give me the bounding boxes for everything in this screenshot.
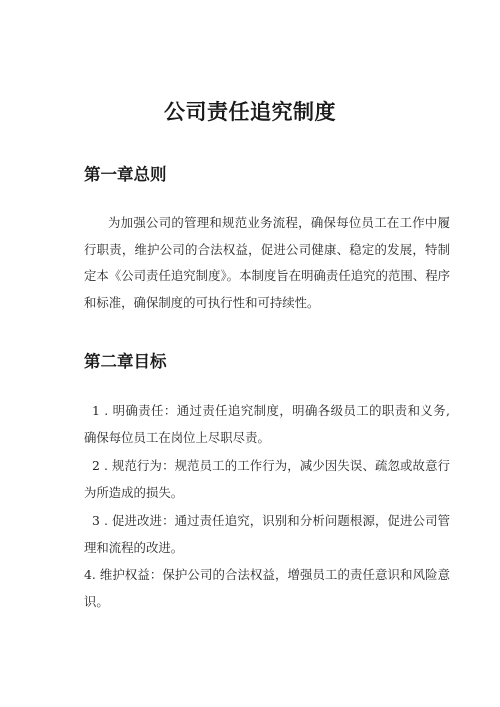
objective-item: 3 . 促进改进：通过责任追究，识别和分析问题根源，促进公司管理和流程的改进。 (84, 513, 450, 555)
objective-item: 2 . 规范行为：规范员工的工作行为，减少因失误、疏忽或故意行为所造成的损失。 (84, 458, 450, 500)
chapter-heading-objectives: 第二章目标 (84, 352, 167, 371)
chapter-heading-general: 第一章总则 (84, 165, 167, 184)
objective-item: 4. 维护权益：保护公司的合法权益，增强员工的责任意识和风险意识。 (84, 567, 450, 609)
document-title: 公司责任追究制度 (164, 100, 336, 124)
objective-item: 1 . 明确责任：通过责任追究制度，明确各级员工的职责和义务,确保每位员工在岗位上尽职尽责。 (84, 403, 450, 445)
chapter-general-paragraph: 为加强公司的管理和规范业务流程，确保每位员工在工作中履行职责，维护公司的合法权益，促进公司健康、稳定的发展，特制定本《公司责任追究制度》。本制度旨在明确责任追究的范围、程序和标准，确保制度的可执行性和可持续性。 (84, 215, 450, 310)
